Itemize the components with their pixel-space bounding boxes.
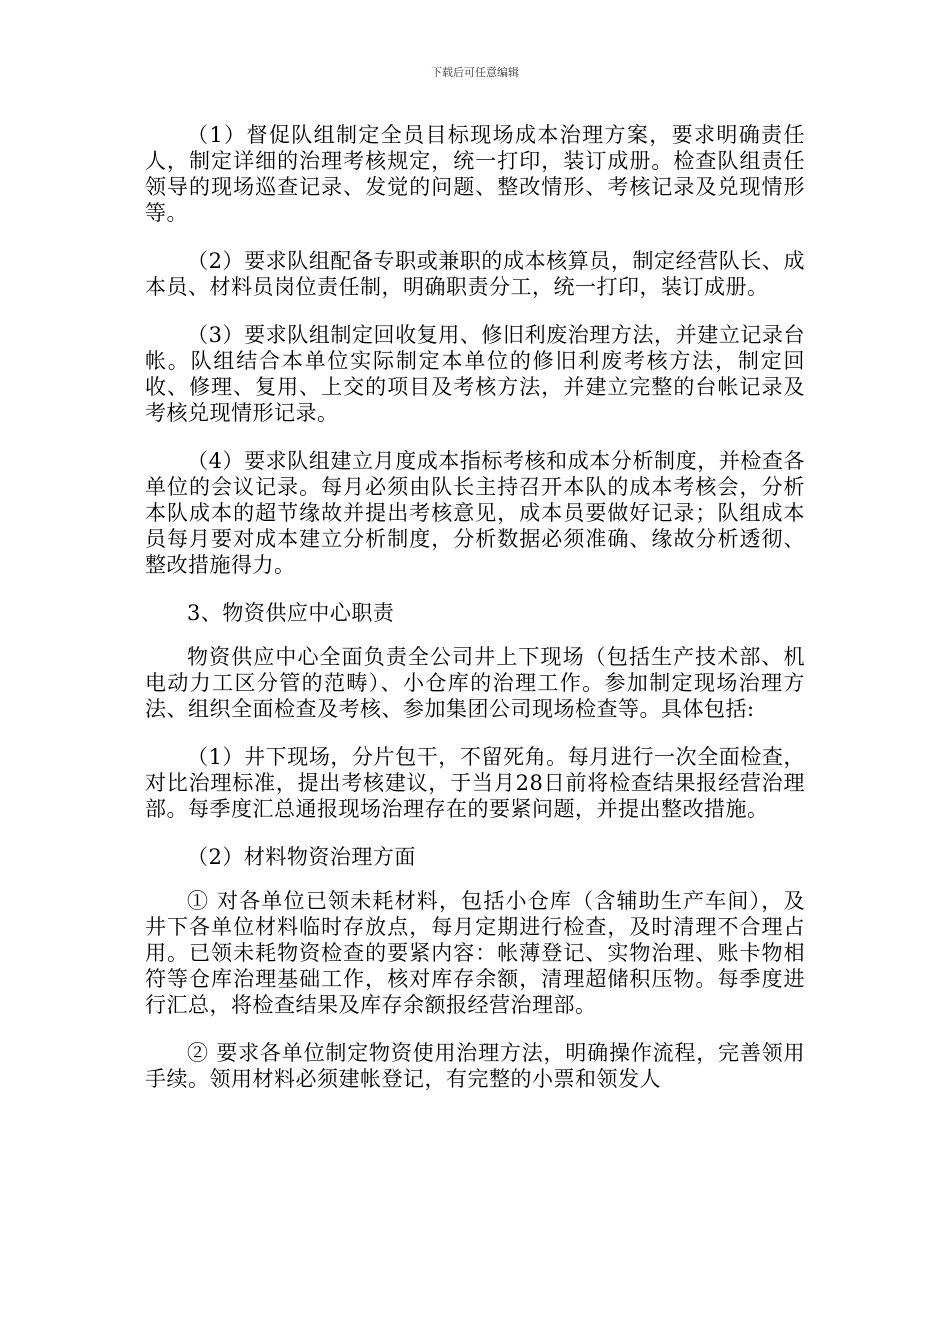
paragraph-5: 物资供应中心全面负责全公司井上下现场（包括生产技术部、机电动力工区分管的范畴）、小仓库的治理工作。参加制定现场治理方法、组织全面检查及考核、参加集团公司现场检查等。具体包括: bbox=[145, 645, 805, 721]
paragraph-7: ① 对各单位已领未耗材料，包括小仓库（含辅助生产车间），及井下各单位材料临时存放点，每月定期进行检查，及时清理不合理占用。已领未耗物资检查的要紧内容：帐薄登记、实物治理、账卡物相符等仓库治理基础工作，核对库存余额，清理超储积压物。每季度进行汇总，将检查结果及库存余额报经营治理部。 bbox=[145, 889, 805, 1017]
paragraph-2: （2）要求队组配备专职或兼职的成本核算员，制定经营队长、成本员、材料员岗位责任制，明确职责分工，统一打印，装订成册。 bbox=[145, 249, 805, 299]
paragraph-8: ② 要求各单位制定物资使用治理方法，明确操作流程，完善领用手续。领用材料必须建帐登记，有完整的小票和领发人 bbox=[145, 1041, 805, 1091]
section-heading: 3、物资供应中心职责 bbox=[187, 601, 395, 625]
subsection-heading: （2）材料物资治理方面 bbox=[187, 845, 416, 869]
paragraph-6: （1）井下现场，分片包干，不留死角。每月进行一次全面检查，对比治理标准，提出考核建议，于当月28日前将检查结果报经营治理部。每季度汇总通报现场治理存在的要紧问题，并提出整改措施。 bbox=[145, 745, 805, 821]
document-body bbox=[145, 122, 805, 1114]
paragraph-3: （3）要求队组制定回收复用、修旧利废治理方法，并建立记录台帐。队组结合本单位实际制定本单位的修旧利废考核方法，制定回收、修理、复用、上交的项目及考核方法，并建立完整的台帐记录及考核兑现情形记录。 bbox=[145, 323, 805, 425]
paragraph-4: （4）要求队组建立月度成本指标考核和成本分析制度，并检查各单位的会议记录。每月必须由队长主持召开本队的成本考核会，分析本队成本的超节缘故并提出考核意见，成本员要做好记录；队组成本员每月要对成本建立分析制度，分析数据必须准确、缘故分析透彻、整改措施得力。 bbox=[145, 449, 805, 577]
page-header: 下载后可任意编辑 bbox=[431, 66, 519, 79]
paragraph-1: （1）督促队组制定全员目标现场成本治理方案，要求明确责任人，制定详细的治理考核规定，统一打印，装订成册。检查队组责任领导的现场巡查记录、发觉的问题、整改情形、考核记录及兑现情形等。 bbox=[145, 123, 805, 225]
